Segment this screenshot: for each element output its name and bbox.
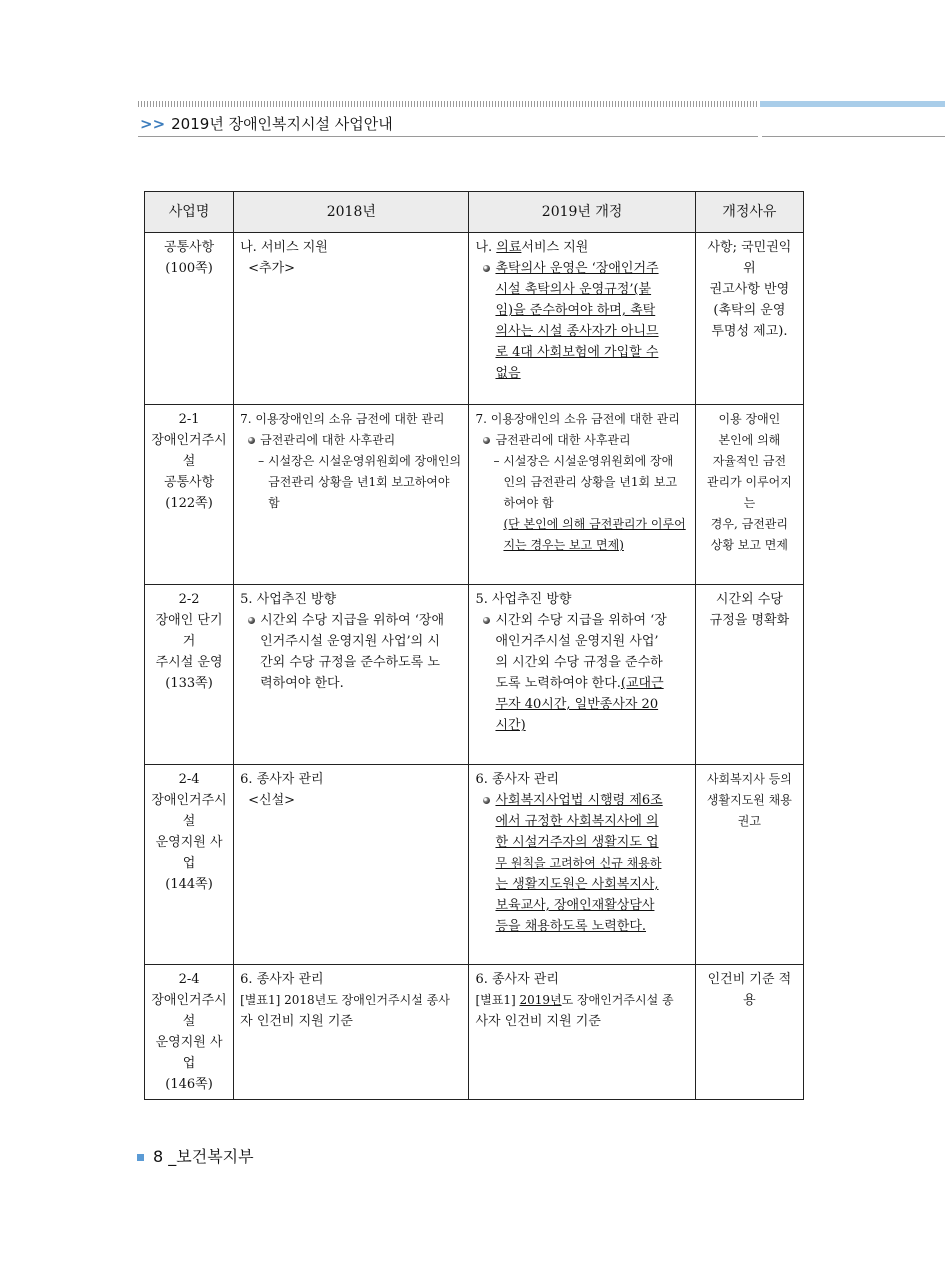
header-stripe [138, 101, 758, 107]
revision-table [144, 191, 804, 1100]
table-row [145, 405, 804, 585]
bullet-icon [248, 617, 255, 624]
column-header-2019: 2019년 개정 [469, 192, 695, 233]
row-reason-cell: 사회복지사 등의 생활지도원 채용 권고 [695, 765, 803, 965]
table-row [145, 585, 804, 765]
row-2019-cell: 7. 이용장애인의 소유 금전에 대한 관리 금전관리에 대한 사후관리 – 시설장은 시설운영위원회에 장애 인의 금전관리 상황을 년1회 보고 하여야 함 (단 본인에 의해 금전관리가 이루어 지는 경우는 보고 면제) [469, 405, 695, 585]
chevron-right-icon: >> [140, 115, 166, 133]
bullet-icon [248, 437, 255, 444]
table-row [145, 965, 804, 1100]
row-2018-cell: 6. 종사자 관리 <신설> [234, 765, 469, 965]
row-reason-cell: 시간외 수당 규정을 명확화 [695, 585, 803, 765]
bullet-icon [483, 265, 490, 272]
row-reason-cell: 인건비 기준 적 용 [695, 965, 803, 1100]
bullet-icon [483, 797, 490, 804]
row-2019-cell: 5. 사업추진 방향 시간외 수당 지급을 위하여 ‘장 애인거주시설 운영지원 사업’ 의 시간외 수당 규정을 준수하 도록 노력하여야 한다.(교대근 무자 40시간, 일반종사자 20 시간) [469, 585, 695, 765]
footer-separator: _ [168, 1147, 177, 1166]
row-name-cell: 2-1 장애인거주시설 공통사항 (122쪽) [145, 405, 234, 585]
row-2018-cell: 6. 종사자 관리 [별표1] 2018년도 장애인거주시설 종사 자 인건비 지원 기준 [234, 965, 469, 1100]
table-row [145, 233, 804, 405]
column-header-reason: 개정사유 [695, 192, 803, 233]
running-header-title: 2019년 장애인복지시설 사업안내 [171, 115, 393, 133]
row-2018-cell: 5. 사업추진 방향 시간외 수당 지급을 위하여 ‘장애 인거주시설 운영지원 사업’의 시 간외 수당 규정을 준수하도록 노 력하여야 한다. [234, 585, 469, 765]
row-2019-cell: 6. 종사자 관리 사회복지사업법 시행령 제6조 에서 규정한 사회복지사에 의 한 시설거주자의 생활지도 업 무 원칙을 고려하여 신규 채용하 는 생활지도원은 사회복지사, 보육교사, 장애인재활상담사 등을 채용하도록 노력한다. [469, 765, 695, 965]
page-footer [153, 1144, 254, 1167]
footer-publisher: 보건복지부 [176, 1147, 254, 1166]
column-header-2018: 2018년 [234, 192, 469, 233]
running-header [140, 113, 393, 134]
row-2018-cell: 7. 이용장애인의 소유 금전에 대한 관리 금전관리에 대한 사후관리 – 시설장은 시설운영위원회에 장애인의 금전관리 상황을 년1회 보고하여야 함 [234, 405, 469, 585]
row-name-cell: 2-2 장애인 단기거 주시설 운영 (133쪽) [145, 585, 234, 765]
table-header-row [145, 192, 804, 233]
column-header-project: 사업명 [145, 192, 234, 233]
header-divider [138, 136, 758, 137]
row-reason-cell: 사항; 국민권익위 권고사항 반영 (촉탁의 운영 투명성 제고). [695, 233, 803, 405]
footer-square-icon [137, 1154, 144, 1161]
row-2019-cell: 나. 의료서비스 지원 촉탁의사 운영은 ‘장애인거주 시설 촉탁의사 운영규정’(붙 임)을 준수하여야 하며, 촉탁 의사는 시설 종사자가 아니므 로 4대 사회보험에 가입할 수 없음 [469, 233, 695, 405]
bullet-icon [483, 617, 490, 624]
page-number: 8 [153, 1147, 164, 1166]
row-2019-cell: 6. 종사자 관리 [별표1] 2019년도 장애인거주시설 종 사자 인건비 지원 기준 [469, 965, 695, 1100]
row-name-cell: 2-4 장애인거주시설 운영지원 사업 (146쪽) [145, 965, 234, 1100]
header-accent-bar [760, 101, 945, 107]
row-2018-cell: 나. 서비스 지원 <추가> [234, 233, 469, 405]
row-name-cell: 공통사항 (100쪽) [145, 233, 234, 405]
header-divider-right [762, 136, 945, 137]
bullet-icon [483, 437, 490, 444]
row-reason-cell: 이용 장애인 본인에 의해 자율적인 금전 관리가 이루어지는 경우, 금전관리 상황 보고 면제 [695, 405, 803, 585]
row-name-cell: 2-4 장애인거주시설 운영지원 사업 (144쪽) [145, 765, 234, 965]
table-row [145, 765, 804, 965]
